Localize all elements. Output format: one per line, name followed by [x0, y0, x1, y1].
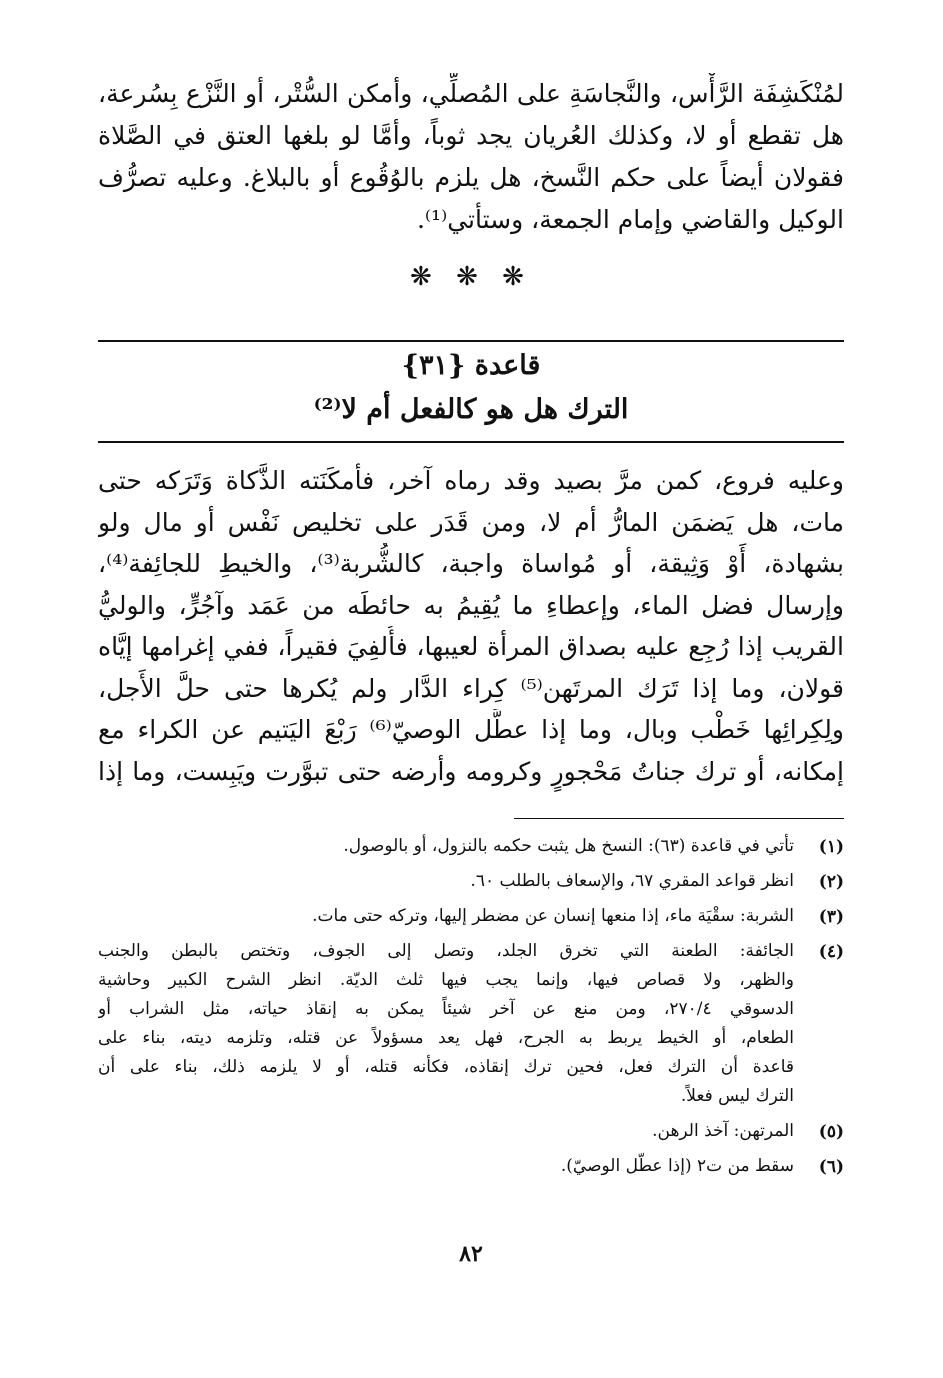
text-line: مات، هل يَضمَن المارُّ أم لا، ومن قَدَر على تخليص نَفْس أو مال ولو: [98, 507, 844, 537]
footnote-line: الجائفة: الطعنة التي تخرق الجلد، وتصل إلى الجوف، وتختص بالبطن والجنب: [98, 941, 794, 961]
main-paragraph: [98, 460, 844, 792]
heading-top-rule: [98, 340, 844, 342]
footnote-line: الترك ليس فعلاً.: [680, 1086, 794, 1106]
rule-title: قاعدة {٣١}: [401, 350, 541, 381]
footnote-number: (٥): [818, 1122, 844, 1142]
heading-bottom-rule: [98, 441, 844, 443]
rule-subtitle: الترك هل هو كالفعل أم لا⁽²⁾: [313, 394, 629, 425]
footnote-line: انظر قواعد المقري ٦٧، والإسعاف بالطلب ٦٠.: [470, 871, 794, 891]
footnote-2: [98, 867, 844, 896]
footnote-line: الشربة: سقْيَة ماء، إذا منعها إنسان عن مضطر إليها، وتركه حتى مات.: [312, 906, 794, 926]
footnote-number: (٢): [818, 872, 844, 892]
text-line: الوكيل والقاضي وإمام الجمعة، وستأتي⁽¹⁾.: [416, 205, 844, 234]
footnote-number: (٣): [818, 907, 844, 927]
footnote-3: [98, 902, 844, 931]
page-number: ٨٢: [459, 1241, 483, 1267]
footnote-1: [98, 832, 844, 861]
top-paragraph: [98, 73, 844, 241]
text-line: إمكانه، أو ترك جناتُ مَحْجورٍ وكرومه وأرضه حتى تبوَّرت ويَبِست، وما إذا: [98, 756, 844, 786]
footnote-number: (٤): [818, 942, 844, 962]
text-line: وإرسال فضل الماء، وإعطاءِ ما يُقِيمُ به حائطَه من عَمَد وآجُرٍّ، والوليُّ: [98, 590, 844, 620]
footnote-rule: [514, 818, 844, 819]
footnote-line: سقط من ت٢ (إذا عطّل الوصيّ).: [560, 1156, 794, 1176]
text-line: ولِكِرائِها خَطْب وبال، وما إذا عطَّل الوصيّ⁽⁶⁾ رَبْعَ اليَتيم عن الكراء مع: [98, 715, 844, 744]
footnote-number: (٦): [818, 1157, 844, 1177]
section-separator: ❋ ❋ ❋: [410, 262, 532, 292]
footnote-line: والظهر، ولا قصاص فيها، وإنما يجب فيها ثلث الديّة. انظر الشرح الكبير وحاشية: [98, 970, 794, 990]
footnote-line: المرتهن: آخذ الرهن.: [652, 1121, 794, 1141]
footnote-line: قاعدة أن الترك فعل، فحين ترك إنقاذه، فكأنه قتله، أو لا يلزمه ذلك، بناء على أن: [98, 1057, 794, 1077]
text-line: القريب إذا رُجِع عليه بصداق المرأة لعيبها، فأُلفِيَ فقيراً، ففي إغرامها إيَّاه: [98, 632, 844, 661]
text-line: فقولان أيضاً على حكم النَّسخ، هل يلزم بالوُقُوع أو بالبلاغ. وعليه تصرُّف: [98, 163, 844, 192]
footnote-6: [98, 1152, 844, 1181]
footnote-line: الدسوقي ٢٧٠/٤، ومن منع عن آخر شيئاً يمكن به إنقاذ حياته، مثل الشراب أو: [98, 999, 794, 1019]
footnote-line: الطعام، أو الخيط يربط به الجرح، فهل يعد مسؤولاً عن قتله، وتلزمه ديته، بناء على: [98, 1028, 794, 1048]
text-line: قولان، وما إذا تَرَك المرتَهن⁽⁵⁾ كِراء الدَّار ولم يُكرها حتى حلَّ الأَجل،: [98, 673, 844, 703]
book-page: [98, 0, 844, 1378]
text-line: لمُنْكَشِفَة الرَّأْس، والنَّجاسَةِ على المُصلِّي، وأمكن السُّتْر، أو النَّزْع بِسُرعة،: [98, 79, 844, 108]
footnote-4: [98, 937, 844, 1111]
text-line: وعليه فروع، كمن مرَّ بصيد وقد رماه آخر، فأمكَنَته الذَّكاة وَتَرَكه حتى: [98, 466, 844, 495]
text-line: بشهادة، أَوْ وَثِيقة، أو مُواساة واجبة، كالشُّربة⁽³⁾، والخيطِ للجائِفة⁽⁴⁾،: [98, 549, 844, 578]
footnote-number: (١): [818, 837, 844, 857]
text-line: هل تقطع أو لا، وكذلك العُريان يجد ثوباً، وأمَّا لو بلغها العتق في الصَّلاة: [98, 121, 844, 150]
footnotes: [98, 832, 844, 1187]
footnote-line: تأتي في قاعدة (٦٣): النسخ هل يثبت حكمه بالنزول، أو بالوصول.: [343, 836, 794, 856]
footnote-5: [98, 1117, 844, 1146]
